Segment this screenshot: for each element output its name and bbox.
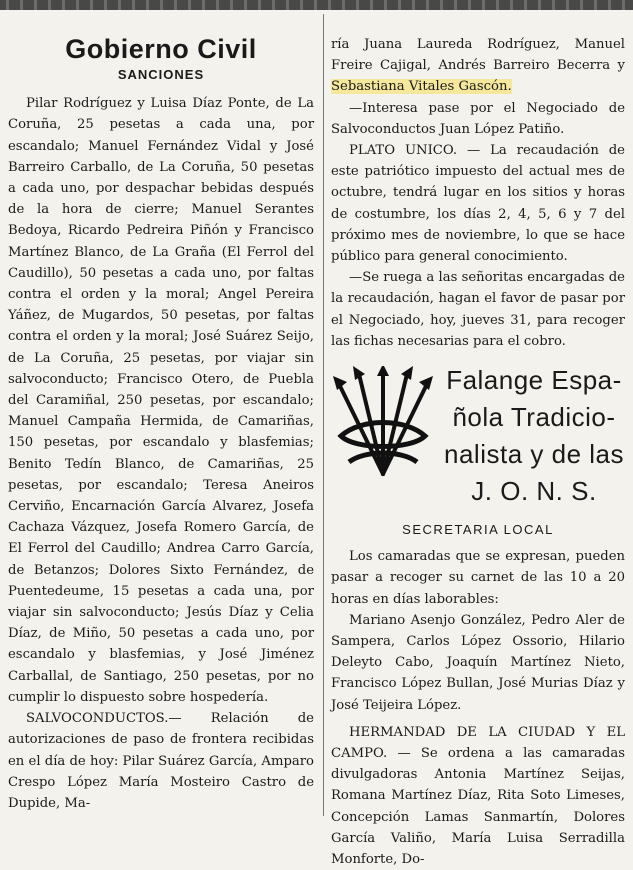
names-paragraph: Mariano Asenjo González, Pedro Aler de Sampera, Carlos López Ossorio, Hilario Deleyto Cabo, Joaquín Martínez Nieto, Francisco López Bullan, José Murias Díaz y José Teijeira López. <box>331 612 625 713</box>
falange-line: ñola Tradicio- <box>452 402 616 433</box>
secretaria-subhead: SECRETARIA LOCAL <box>402 522 554 538</box>
hermandad-paragraph: HERMANDAD DE LA CIUDAD Y EL CAMPO. — Se ordena a las camaradas divulgadoras Antonia Martínez Seijas, Romana Martínez Díaz, Rita Soto Limeses, Concepción Lamas Sanmartín, Dolores García Valiño, María Luisa Serradilla Monforte, Do- <box>331 724 625 868</box>
section-title: Gobierno Civil <box>65 34 257 64</box>
top-border-rule <box>0 0 633 10</box>
left-column <box>8 30 314 814</box>
ruega-paragraph: —Se ruega a las señoritas encargadas de la recaudación, hagan el favor de pasar por el Negociado, hoy, jueves 31, para recoger las fichas necesarias para el cobro. <box>331 270 625 349</box>
section-subtitle: SANCIONES <box>117 67 205 82</box>
sanciones-body: Pilar Rodríguez y Luisa Díaz Ponte, de La Coruña, 25 pesetas a cada una, por escandalo; Manuel Fernández Vidal y José Barreiro Carballo, de La Coruña, 50 pesetas a cada uno, por despachar bebidas después de la hora de cierre; Manuel Serantes Bedoya, Ricardo Pedreira Piñón y Francisco Martínez Blanco, de La Graña (El Ferrol del Caudillo), 50 pesetas a cada uno, por faltas contra el orden y la moral; Angel Pereira Yáñez, de Mugardos, 50 pesetas, por faltas contra el orden y la moral; José Suárez Seijo, de La Coruña, 25 pesetas, por viajar sin salvoconducto; Francisco Otero, de Puebla del Caramiñal, 250 pesetas, por escandalo; Manuel Campaña Hermida, de Camariñas, 150 pesetas, por escandalo y blasfemias; Benito Tedín Blanco, de Camariñas, 25 pesetas, por escandalo; Teresa Aneiros Cerviño, Encarnación García Alvarez, Josefa Cachaza Vázquez, Josefa Romero García, de El Ferrol del Caudillo; Andrea Carro García, de Betanzos; Dolores Sixto Fernández, de Puentedeume, 15 pesetas a cada una, por viajar sin salvoconducto; Jesús Díaz y Celia Díaz, de Miño, 50 pesetas a cada uno, por escandalo y blasfemias, y José Jiménez Carballal, de Santiago, 250 pesetas, por no cumplir lo dispuesto sobre hospedería. <box>8 96 314 705</box>
falange-title <box>441 362 627 510</box>
column-divider <box>323 14 324 816</box>
highlighted-name: Sebastiana Vitales Gascón. <box>331 79 512 95</box>
yoke-and-arrows-icon <box>331 366 435 486</box>
falange-header <box>331 362 625 517</box>
falange-line: Falange Espa- <box>446 365 622 396</box>
right-column <box>331 34 625 870</box>
salvoconductos-continuation <box>331 34 625 98</box>
plato-unico-paragraph: PLATO UNICO. — La recaudación de este patriótico impuesto del actual mes de octubre, tendrá lugar en los sitios y horas de costumbre, los días 2, 4, 5, 6 y 7 del próximo mes de noviembre, lo que se hace público para general conocimiento. <box>331 143 625 265</box>
falange-line: J. O. N. S. <box>471 476 597 507</box>
interesa-paragraph: —Interesa pase por el Negociado de Salvoconductos Juan López Patiño. <box>331 100 625 137</box>
salvoconductos-paragraph: SALVOCONDUCTOS.— Relación de autorizaciones de paso de frontera recibidas en el día de hoy: Pilar Suárez García, Amparo Crespo López María Mosteiro Castro de Dupide, Ma- <box>8 711 314 811</box>
falange-line: nalista y de las <box>444 439 624 470</box>
camaradas-paragraph: Los camaradas que se expresan, pueden pasar a recoger su carnet de las 10 a 20 horas en días laborables: <box>331 549 625 607</box>
continuation-text: ría Juana Laureda Rodríguez, Manuel Freire Cajigal, Andrés Barreiro Becerra y <box>331 37 625 74</box>
